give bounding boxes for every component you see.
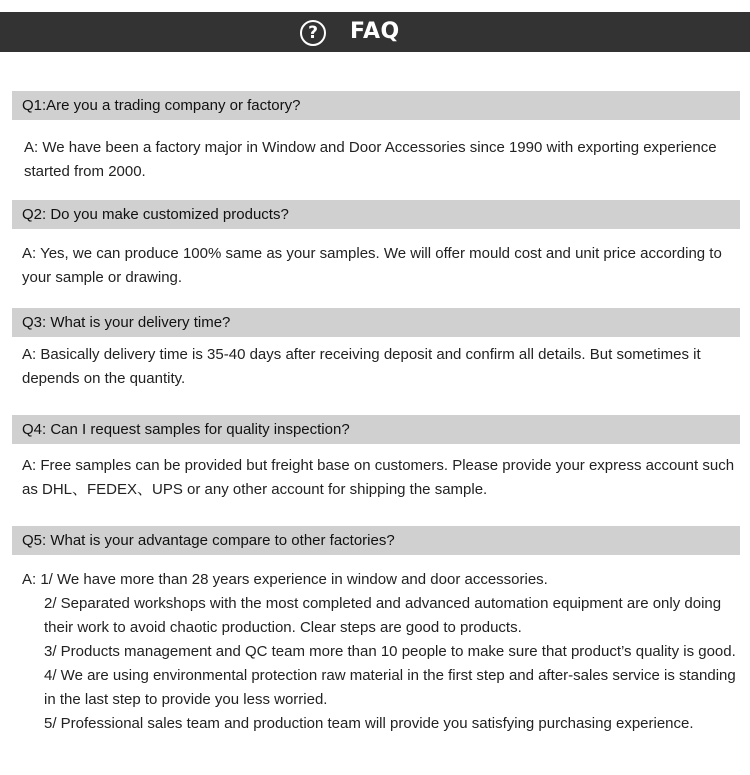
question-bar-2 xyxy=(12,200,740,229)
question-text: Q1:Are you a trading company or factory? xyxy=(22,97,301,114)
question-bar-5 xyxy=(12,526,740,555)
question-text: Q3: What is your delivery time? xyxy=(22,314,231,331)
faq-banner xyxy=(0,12,750,52)
question-text: Q5: What is your advantage compare to other factories? xyxy=(22,532,395,549)
answer-line: A: 1/ We have more than 28 years experience in window and door accessories. xyxy=(22,571,548,588)
question-circle-icon: ? xyxy=(300,20,326,46)
question-bar-1 xyxy=(12,91,740,120)
question-bar-3 xyxy=(12,308,740,337)
question-text: Q2: Do you make customized products? xyxy=(22,206,289,223)
answer-text: A: We have been a factory major in Window and Door Accessories since 1990 with exporting experience started from 2000. xyxy=(24,139,717,180)
answer-list xyxy=(22,568,744,736)
page-title: FAQ xyxy=(350,19,400,44)
answer-line: 5/ Professional sales team and production team will provide you satisfying purchasing experience. xyxy=(44,715,694,732)
question-bar-4 xyxy=(12,415,740,444)
answer-text: A: Free samples can be provided but freight base on customers. Please provide your express account such as DHL、FEDEX、UPS or any other account for shipping the sample. xyxy=(22,457,735,498)
answer-line: 3/ Products management and QC team more than 10 people to make sure that product’s quality is good. xyxy=(44,643,736,660)
answer-line: 4/ We are using environmental protection raw material in the first step and after-sales service is standing in the last step to provide you less worried. xyxy=(44,667,736,708)
question-text: Q4: Can I request samples for quality inspection? xyxy=(22,421,350,438)
answer-text: A: Basically delivery time is 35-40 days after receiving deposit and confirm all details. But sometimes it depends on the quantity. xyxy=(22,346,701,387)
answer-line: 2/ Separated workshops with the most completed and advanced automation equipment are only doing their work to avoid chaotic production. Clear steps are good to products. xyxy=(44,595,722,636)
answer-text: A: Yes, we can produce 100% same as your samples. We will offer mould cost and unit price according to your sample or drawing. xyxy=(22,245,722,286)
